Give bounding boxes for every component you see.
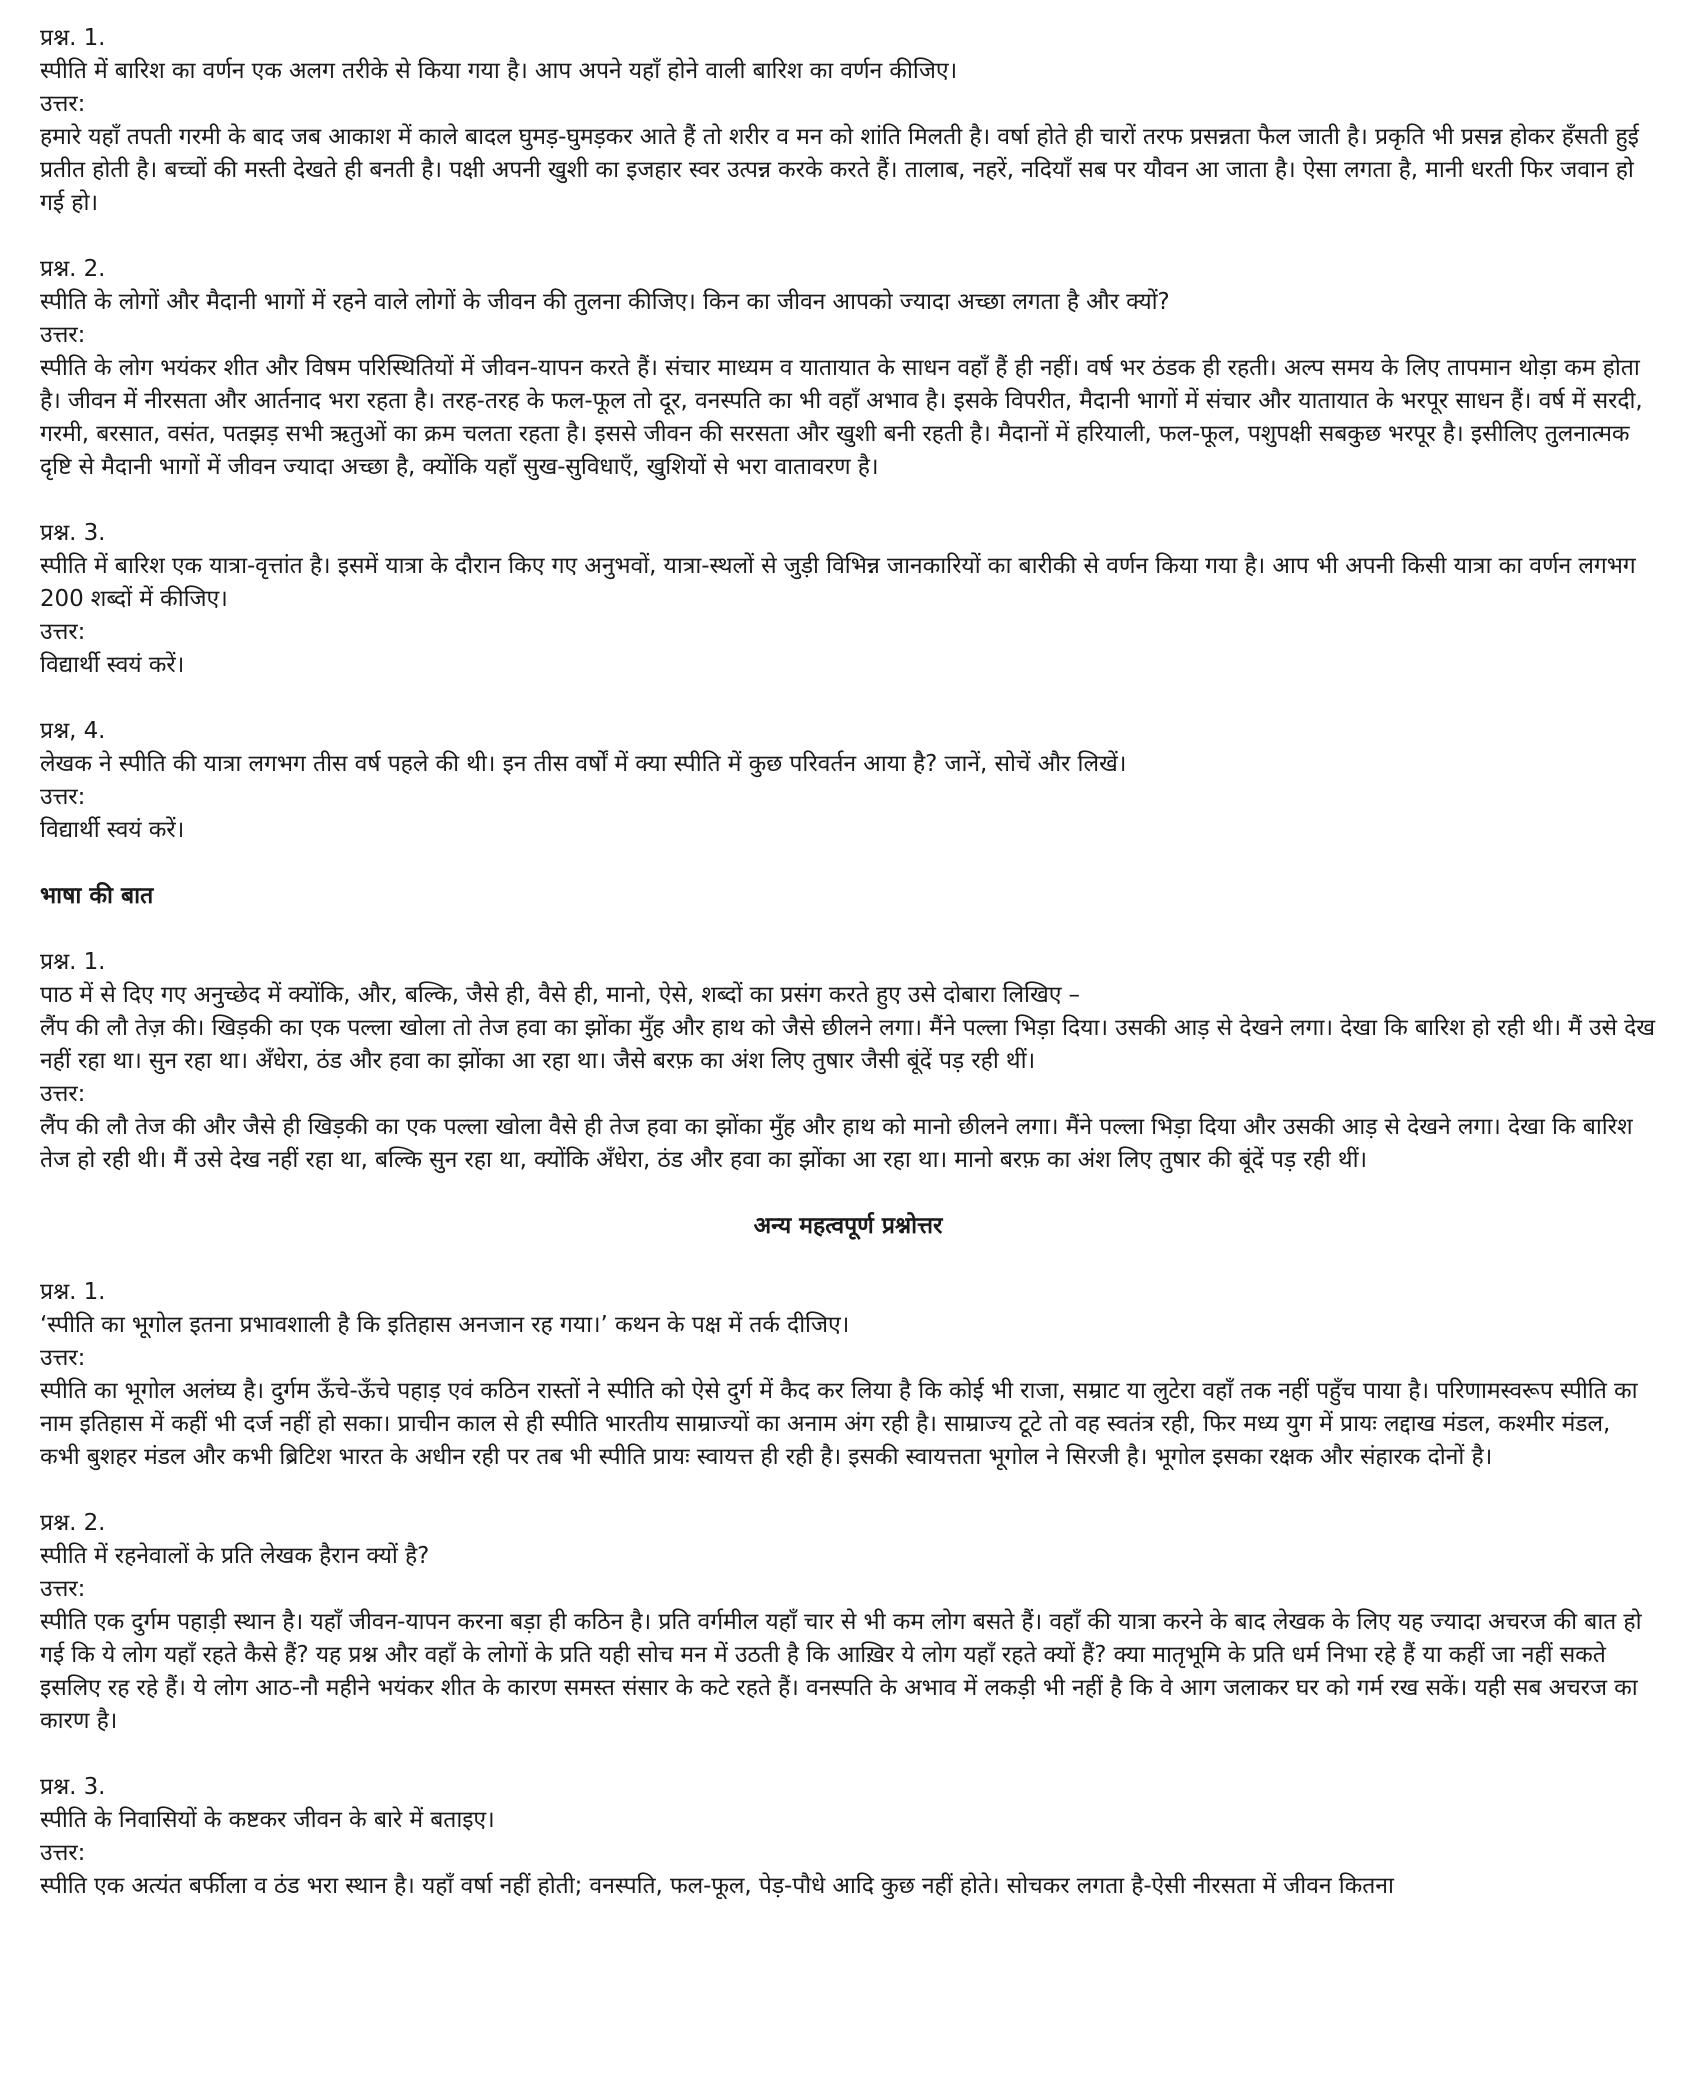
answer-label: उत्तर:	[40, 1081, 86, 1107]
question-label: प्रश्न. 2.	[40, 256, 106, 282]
answer-text: स्पीति का भूगोल अलंघ्य है। दुर्गम ऊँचे-ऊँचे पहाड़ एवं कठिन रास्तों ने स्पीति को ऐसे दुर्ग में कैद कर लिया है कि कोई भी राजा, सम्राट या लुटेरा वहाँ तक नहीं पहुँच पाया है। परिणामस्वरूप स्पीति का नाम इतिहास में कहीं भी दर्ज नहीं हो सका। प्राचीन काल से ही स्पीति भारतीय साम्राज्यों का अनाम अंग रही है। साम्राज्य टूटे तो वह स्वतंत्र रही, फिर मध्य युग में प्रायः लद्दाख मंडल, कश्मीर मंडल, कभी बुशहर मंडल और कभी ब्रिटिश भारत के अधीन रही पर तब भी स्पीति प्रायः स्वायत्त ही रही है। इसकी स्वायत्तता भूगोल ने सिरजी है। भूगोल इसका रक्षक और संहारक दोनों है।	[40, 1378, 1638, 1470]
answer-label: उत्तर:	[40, 784, 86, 810]
answer-label: उत्तर:	[40, 1576, 86, 1602]
anya-question-1	[40, 1276, 1656, 1474]
answer-text: लैंप की लौ तेज की और जैसे ही खिड़की का एक पल्ला खोला वैसे ही तेज हवा का झोंका मुँह और हाथ को मानो छीलने लगा। मैंने पल्ला भिड़ा दिया और उसकी आड़ से देखने लगा। देखा कि बारिश तेज हो रही थी। मैं उसे देख नहीं रहा था, बल्कि सुन रहा था, क्योंकि अँधेरा, ठंड और हवा का झोंका आ रहा था। मानो बरफ़ का अंश लिए तुषार की बूंदें पड़ रही थीं।	[40, 1114, 1633, 1173]
answer-label: उत्तर:	[40, 619, 86, 645]
question-text: स्पीति में बारिश एक यात्रा-वृत्तांत है। इसमें यात्रा के दौरान किए गए अनुभवों, यात्रा-स्थलों से जुड़ी विभिन्न जानकारियों का बारीकी से वर्णन किया गया है। आप भी अपनी किसी यात्रा का वर्णन लगभग 200 शब्दों में कीजिए।	[40, 553, 1636, 612]
answer-label: उत्तर:	[40, 1345, 86, 1371]
question-label: प्रश्न. 1.	[40, 949, 106, 975]
question-text: पाठ में से दिए गए अनुच्छेद में क्योंकि, और, बल्कि, जैसे ही, वैसे ही, मानो, ऐसे, शब्दों का प्रसंग करते हुए उसे दोबारा लिखिए –	[40, 982, 1080, 1008]
question-text: स्पीति के निवासियों के कष्टकर जीवन के बारे में बताइए।	[40, 1807, 495, 1833]
anya-question-2	[40, 1507, 1656, 1738]
answer-text: विद्यार्थी स्वयं करें।	[40, 817, 185, 843]
question-4	[40, 715, 1656, 847]
question-label: प्रश्न. 3.	[40, 1774, 106, 1800]
section-heading-anya: अन्य महत्वपूर्ण प्रश्नोत्तर	[753, 1213, 943, 1239]
question-label: प्रश्न. 1.	[40, 1279, 106, 1305]
answer-label: उत्तर:	[40, 91, 86, 117]
section-heading-bhasha: भाषा की बात	[40, 883, 154, 909]
answer-text: विद्यार्थी स्वयं करें।	[40, 652, 185, 678]
answer-label: उत्तर:	[40, 322, 86, 348]
answer-text: स्पीति एक दुर्गम पहाड़ी स्थान है। यहाँ जीवन-यापन करना बड़ा ही कठिन है। प्रति वर्गमील यहाँ चार से भी कम लोग बसते हैं। वहाँ की यात्रा करने के बाद लेखक के लिए यह ज्यादा अचरज की बात हो गई कि ये लोग यहाँ रहते कैसे हैं? यह प्रश्न और वहाँ के लोगों के प्रति यही सोच मन में उठती है कि आख़िर ये लोग यहाँ रहते क्यों हैं? क्या मातृभूमि के प्रति धर्म निभा रहे हैं या कहीं जा नहीं सकते इसलिए रह रहे हैं। ये लोग आठ-नौ महीने भयंकर शीत के कारण समस्त संसार के कटे रहते हैं। वनस्पति के अभाव में लकड़ी भी नहीं है कि वे आग जलाकर घर को गर्म रख सकें। यही सब अचरज का कारण है।	[40, 1609, 1642, 1734]
question-label: प्रश्न. 2.	[40, 1510, 106, 1536]
question-label: प्रश्न. 3.	[40, 520, 106, 546]
question-text: लेखक ने स्पीति की यात्रा लगभग तीस वर्ष पहले की थी। इन तीस वर्षों में क्या स्पीति में कुछ परिवर्तन आया है? जानें, सोचें और लिखें।	[40, 751, 1127, 777]
question-3	[40, 517, 1656, 682]
answer-label: उत्तर:	[40, 1840, 86, 1866]
passage-text: लैंप की लौ तेज़ की। खिड़की का एक पल्ला खोला तो तेज हवा का झोंका मुँह और हाथ को जैसे छीलने लगा। मैंने पल्ला भिड़ा दिया। उसकी आड़ से देखने लगा। देखा कि बारिश हो रही थी। मैं उसे देख नहीं रहा था। सुन रहा था। अँधेरा, ठंड और हवा का झोंका आ रहा था। जैसे बरफ़ का अंश लिए तुषार जैसी बूंदें पड़ रही थीं।	[40, 1015, 1656, 1074]
answer-text: स्पीति के लोग भयंकर शीत और विषम परिस्थितियों में जीवन-यापन करते हैं। संचार माध्यम व यातायात के साधन वहाँ हैं ही नहीं। वर्ष भर ठंडक ही रहती। अल्प समय के लिए तापमान थोड़ा कम होता है। जीवन में नीरसता और आर्तनाद भरा रहता है। तरह-तरह के फल-फूल तो दूर, वनस्पति का भी वहाँ अभाव है। इसके विपरीत, मैदानी भागों में संचार और यातायात के भरपूर साधन हैं। वर्ष में सरदी, गरमी, बरसात, वसंत, पतझड़ सभी ऋतुओं का क्रम चलता रहता है। इससे जीवन की सरसता और खुशी बनी रहती है। मैदानों में हरियाली, फल-फूल, पशुपक्षी सबकुछ भरपूर है। इसीलिए तुलनात्मक दृष्टि से मैदानी भागों में जीवन ज्यादा अच्छा है, क्योंकि यहाँ सुख-सुविधाएँ, खुशियों से भरा वातावरण है।	[40, 355, 1643, 480]
anya-question-3	[40, 1771, 1656, 1903]
question-label: प्रश्न, 4.	[40, 718, 106, 744]
question-1	[40, 22, 1656, 220]
question-text: स्पीति के लोगों और मैदानी भागों में रहने वाले लोगों के जीवन की तुलना कीजिए। किन का जीवन आपको ज्यादा अच्छा लगता है और क्यों?	[40, 289, 1170, 315]
bhasha-question-1	[40, 946, 1656, 1177]
question-text: स्पीति में बारिश का वर्णन एक अलग तरीके से किया गया है। आप अपने यहाँ होने वाली बारिश का वर्णन कीजिए।	[40, 58, 958, 84]
question-text: स्पीति में रहनेवालों के प्रति लेखक हैरान क्यों है?	[40, 1543, 430, 1569]
question-label: प्रश्न. 1.	[40, 25, 106, 51]
question-text: ‘स्पीति का भूगोल इतना प्रभावशाली है कि इतिहास अनजान रह गया।’ कथन के पक्ष में तर्क दीजिए।	[40, 1312, 850, 1338]
answer-text: स्पीति एक अत्यंत बर्फीला व ठंड भरा स्थान है। यहाँ वर्षा नहीं होती; वनस्पति, फल-फूल, पेड़-पौधे आदि कुछ नहीं होते। सोचकर लगता है-ऐसी नीरसता में जीवन कितना	[40, 1873, 1394, 1899]
answer-text: हमारे यहाँ तपती गरमी के बाद जब आकाश में काले बादल घुमड़-घुमड़कर आते हैं तो शरीर व मन को शांति मिलती है। वर्षा होते ही चारों तरफ प्रसन्नता फैल जाती है। प्रकृति भी प्रसन्न होकर हँसती हुई प्रतीत होती है। बच्चों की मस्ती देखते ही बनती है। पक्षी अपनी खुशी का इजहार स्वर उत्पन्न करके करते हैं। तालाब, नहरें, नदियाँ सब पर यौवन आ जाता है। ऐसा लगता है, मानी धरती फिर जवान हो गई हो।	[40, 124, 1639, 216]
question-2	[40, 253, 1656, 484]
